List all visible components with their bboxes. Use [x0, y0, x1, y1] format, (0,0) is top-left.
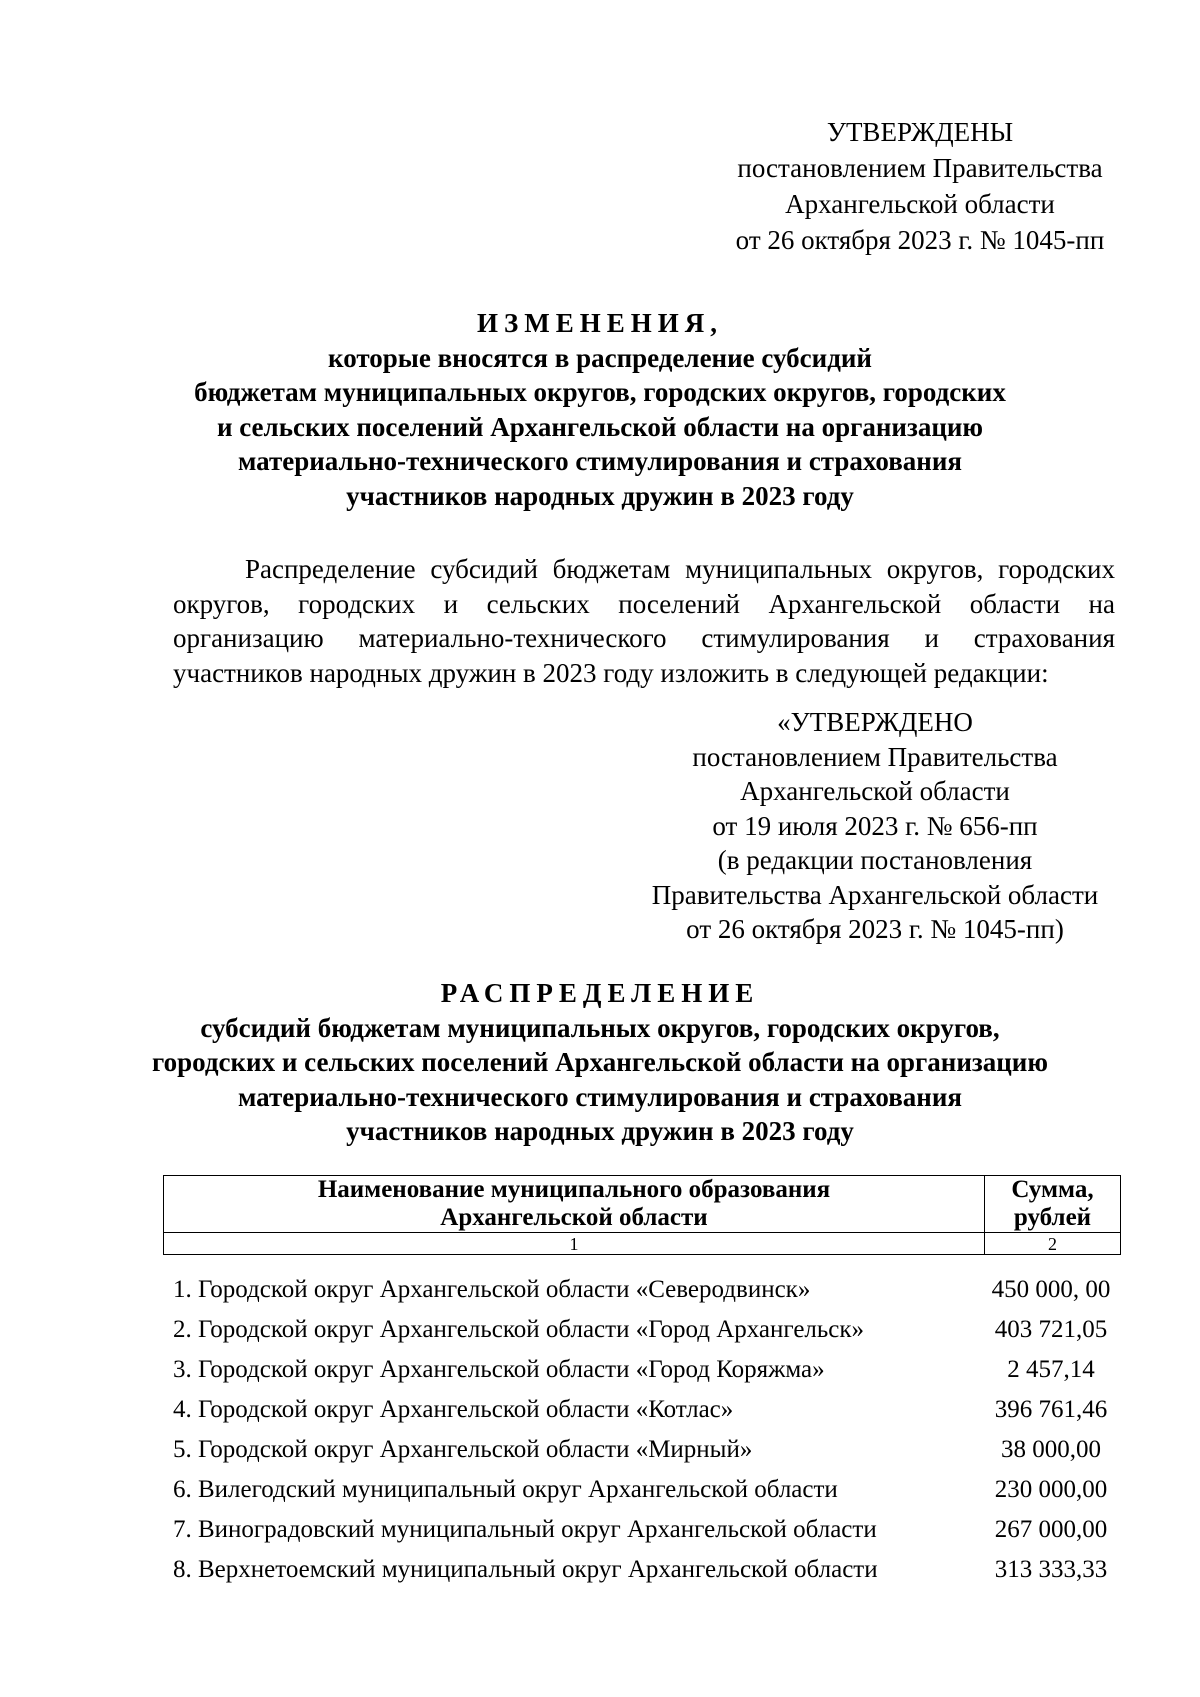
- table-row: [173, 1510, 1121, 1550]
- distribution-table-header: [163, 1175, 1121, 1255]
- distribution-subtitle-line: субсидий бюджетам муниципальных округов, городских округов,: [200, 1012, 1000, 1043]
- body-text: Распределение субсидий бюджетам муниципальных округов, городских округов, городских и сельских поселений Архангельской области на организацию материально-технического стимулирования и страхования участников народных дружин в 2023 году изложить в следующей редакции:: [173, 554, 1115, 688]
- subsidy-amount: 450 000, 00: [991, 1276, 1111, 1303]
- table-row: [173, 1310, 1121, 1350]
- municipality-name: 1. Городской округ Архангельской области «Северодвинск»: [173, 1276, 811, 1303]
- approval-line: Правительства Архангельской области: [651, 879, 1099, 910]
- distribution-subtitle-line: городских и сельских поселений Архангельской области на организацию: [152, 1047, 1048, 1077]
- column-header-sum: Сумма, рублей: [985, 1176, 1121, 1233]
- changes-subtitle-line: которые вносятся в распределение субсидий: [328, 342, 872, 373]
- column-header-name: Наименование муниципального образования Архангельской области: [164, 1176, 985, 1233]
- table-row: [173, 1470, 1121, 1510]
- changes-subtitle-line: материально-технического стимулирования и страхования: [237, 446, 963, 476]
- municipality-name: 8. Верхнетоемский муниципальный округ Архангельской области: [173, 1556, 878, 1583]
- municipality-name: 5. Городской округ Архангельской области «Мирный»: [173, 1436, 753, 1463]
- distribution-title: [150, 976, 1050, 1149]
- subsidy-amount: 403 721,05: [994, 1316, 1108, 1343]
- changes-title: [150, 306, 1050, 513]
- changes-heading: ИЗМЕНЕНИЯ,: [476, 308, 723, 338]
- municipality-name: 7. Виноградовский муниципальный округ Архангельской области: [173, 1516, 877, 1543]
- approval-title: УТВЕРЖДЕНЫ: [826, 117, 1014, 147]
- body-paragraph: [173, 552, 1115, 690]
- approval-stamp-inner: [630, 705, 1120, 947]
- approval-line: (в редакции постановления: [717, 845, 1033, 875]
- changes-subtitle-line: и сельских поселений Архангельской области на организацию: [216, 411, 984, 442]
- subsidy-amount: 396 761,46: [994, 1396, 1108, 1423]
- municipality-name: 4. Городской округ Архангельской области «Котлас»: [173, 1396, 734, 1423]
- distribution-heading: РАСПРЕДЕЛЕНИЕ: [440, 978, 760, 1008]
- table-row: [173, 1550, 1121, 1590]
- approval-stamp-top: [700, 114, 1140, 258]
- approval-line: Архангельской области: [740, 776, 1010, 806]
- approval-date: от 26 октября 2023 г. № 1045-пп): [686, 914, 1064, 944]
- distribution-subtitle-line: участников народных дружин в 2023 году: [346, 1116, 854, 1146]
- approval-line: Архангельской области: [785, 189, 1055, 219]
- distribution-subtitle-line: материально-технического стимулирования и страхования: [237, 1081, 963, 1112]
- municipality-name: 3. Городской округ Архангельской области «Город Коряжма»: [173, 1356, 825, 1383]
- approval-date: от 19 июля 2023 г. № 656-пп: [712, 810, 1038, 841]
- subsidy-amount: 38 000,00: [1001, 1436, 1101, 1463]
- table-row: [173, 1270, 1121, 1310]
- table-row: [173, 1390, 1121, 1430]
- changes-subtitle-line: бюджетам муниципальных округов, городских округов, городских: [194, 377, 1006, 407]
- approval-line: постановлением Правительства: [692, 741, 1058, 772]
- column-number-1: 1: [164, 1233, 985, 1255]
- table-row: [173, 1350, 1121, 1390]
- subsidy-amount: 313 333,33: [994, 1556, 1108, 1583]
- subsidy-amount: 230 000,00: [994, 1476, 1108, 1503]
- changes-subtitle-line: участников народных дружин в 2023 году: [346, 480, 854, 511]
- approval-date: от 26 октября 2023 г. № 1045-пп: [735, 225, 1105, 255]
- approval-line: постановлением Правительства: [737, 153, 1103, 183]
- subsidy-amount: 2 457,14: [1007, 1356, 1095, 1383]
- municipality-name: 6. Вилегодский муниципальный округ Архангельской области: [173, 1476, 838, 1503]
- table-row: [173, 1430, 1121, 1470]
- approval-title: «УТВЕРЖДЕНО: [777, 707, 973, 737]
- subsidy-amount: 267 000,00: [994, 1516, 1108, 1543]
- municipality-name: 2. Городской округ Архангельской области «Город Архангельск»: [173, 1316, 865, 1343]
- column-number-2: 2: [985, 1233, 1121, 1255]
